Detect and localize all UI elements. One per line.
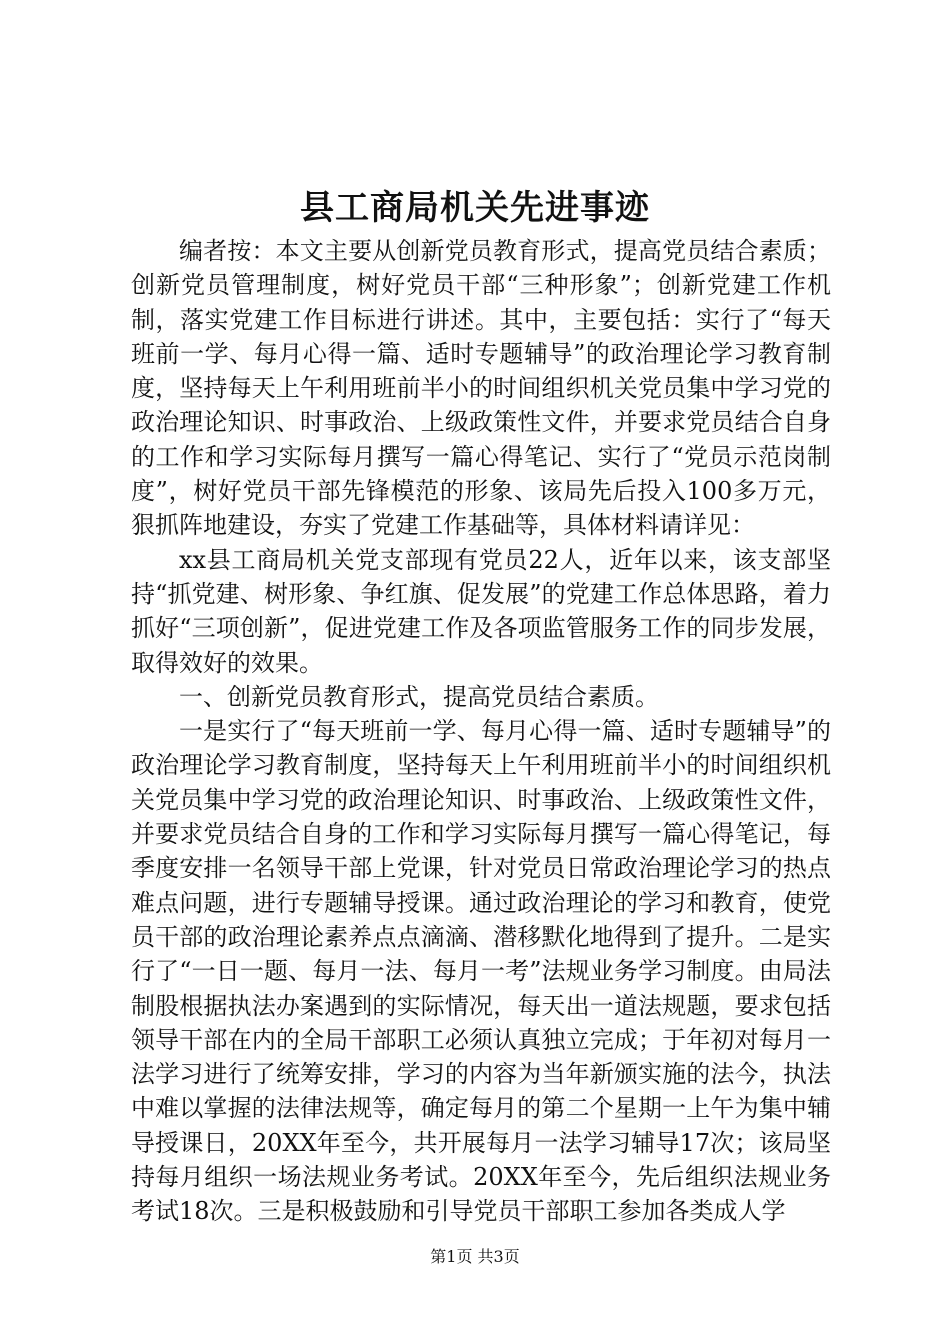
paragraph-intro: xx县工商局机关党支部现有党员22人，近年以来，该支部坚持“抓党建、树形象、争红旗、促发展”的党建工作总体思路，着力抓好“三项创新”，促进党建工作及各项监管服务工作的同步发展，取得效好的效果。	[131, 545, 831, 677]
document-body	[131, 234, 831, 1229]
paragraph-section-1-body: 一是实行了“每天班前一学、每月心得一篇、适时专题辅导”的政治理论学习教育制度，坚持每天上午利用班前半小的时间组织机关党员集中学习党的政治理论知识、时事政治、上级政策性文件，并要求党员结合自身的工作和学习实际每月撰写一篇心得笔记，每季度安排一名领导干部上党课，针对党员日常政治理论学习的热点难点问题，进行专题辅导授课。通过政治理论的学习和教育，使党员干部的政治理论素养点点滴滴、潜移默化地得到了提升。二是实行了“一日一题、每月一法、每月一考”法规业务学习制度。由局法制股根据执法办案遇到的实际情况，每天出一道法规题，要求包括领导干部在内的全局干部职工必须认真独立完成；于年初对每月一法学习进行了统筹安排，学习的内容为当年新颁实施的法今，执法中难以掌握的法律法规等，确定每月的第二个星期一上午为集中辅导授课日，20XX年至今，共开展每月一法学习辅导17次；该局坚持每月组织一场法规业务考试。20XX年至今，先后组织法规业务考试18次。三是积极鼓励和引导党员干部职工参加各类成人学	[131, 717, 831, 1226]
section-heading-1: 一、创新党员教育形式，提高党员结合素质。	[179, 682, 659, 711]
page-footer: 第1页 共3页	[430, 1247, 520, 1266]
paragraph-editor-note: 编者按：本文主要从创新党员教育形式，提高党员结合素质；创新党员管理制度，树好党员干部“三种形象”；创新党建工作机制，落实党建工作目标进行讲述。其中，主要包括：实行了“每天班前一学、每月心得一篇、适时专题辅导”的政治理论学习教育制度，坚持每天上午利用班前半小的时间组织机关党员集中学习党的政治理论知识、时事政治、上级政策性文件，并要求党员结合自身的工作和学习实际每月撰写一篇心得笔记、实行了“党员示范岗制度”，树好党员干部先锋模范的形象、该局先后投入100多万元，狠抓阵地建设，夯实了党建工作基础等，具体材料请详见：	[131, 237, 831, 540]
document-title: 县工商局机关先进事迹	[300, 188, 650, 228]
